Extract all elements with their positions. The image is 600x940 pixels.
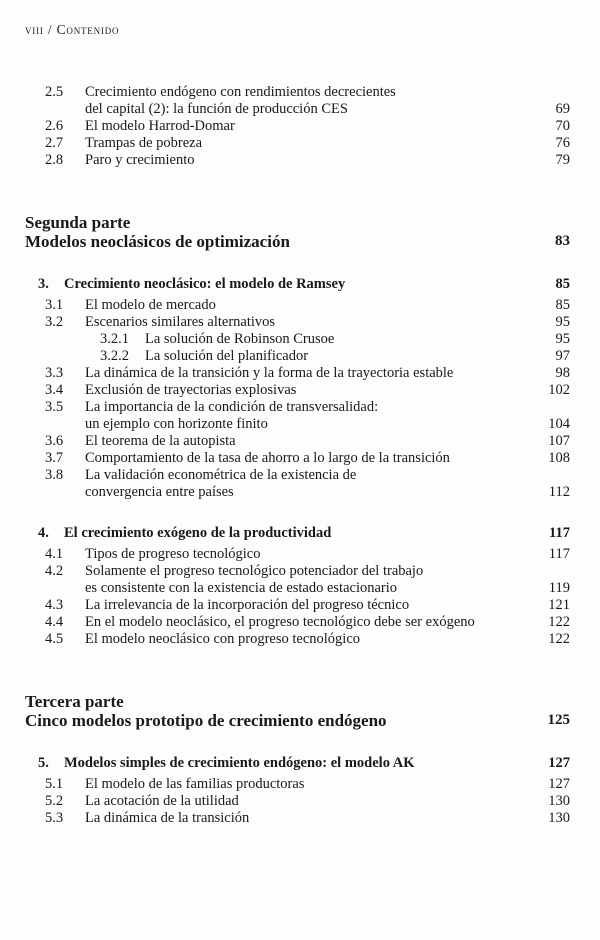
entry-number: 5.3 <box>45 810 64 826</box>
entry-number: 3.1 <box>45 297 64 313</box>
page-number: 119 <box>548 580 570 596</box>
text-line: El teorema de la autopista <box>85 433 236 449</box>
toc-entry <box>45 135 570 152</box>
toc-entry <box>45 450 570 467</box>
toc-entry <box>45 314 570 331</box>
toc-entry <box>45 297 570 314</box>
toc-entry <box>100 331 570 348</box>
entry-number: 3.2.2 <box>100 348 129 364</box>
page-number: 122 <box>548 614 570 630</box>
page-number: 130 <box>548 793 570 809</box>
page-number: 97 <box>555 348 570 364</box>
entry-title <box>85 450 542 467</box>
toc-entry <box>45 810 570 827</box>
entry-title <box>85 152 542 169</box>
part-title <box>25 692 542 730</box>
text-line: La acotación de la utilidad <box>85 793 239 809</box>
entry-number: 2.8 <box>45 152 64 168</box>
entry-title <box>145 331 542 348</box>
toc-part-heading <box>25 692 570 730</box>
entry-title <box>85 84 542 118</box>
page-number: 85 <box>555 297 570 313</box>
entry-number: 4.2 <box>45 563 64 579</box>
page-number: 69 <box>555 101 570 117</box>
text-line: Crecimiento endógeno con rendimientos decrecientes <box>85 84 396 100</box>
toc-entry <box>38 525 570 542</box>
entry-number: 3.5 <box>45 399 64 415</box>
text-line: El modelo de mercado <box>85 297 216 313</box>
entry-number: 3.3 <box>45 365 64 381</box>
entry-title <box>85 546 542 563</box>
entry-title <box>85 631 542 648</box>
text-line: La solución del planificador <box>145 348 309 364</box>
text-line: convergencia entre países <box>85 484 234 500</box>
entry-title <box>85 297 542 314</box>
text-line: Escenarios similares alternativos <box>85 314 276 330</box>
entry-title <box>85 382 542 399</box>
entry-title <box>85 365 542 382</box>
entry-number: 3.6 <box>45 433 64 449</box>
toc-entry <box>45 152 570 169</box>
entry-number: 3.2 <box>45 314 64 330</box>
folio-number: viii <box>25 22 44 37</box>
text-line: El modelo Harrod-Domar <box>85 118 235 134</box>
toc-entry <box>45 563 570 597</box>
page-number: 76 <box>555 135 570 151</box>
toc-entry <box>45 365 570 382</box>
entry-number: 2.7 <box>45 135 64 151</box>
text-line: La importancia de la condición de transversalidad: <box>85 399 379 415</box>
text-line: Modelos simples de crecimiento endógeno: el modelo AK <box>64 755 415 771</box>
entry-number: 3. <box>38 276 49 292</box>
text-line: Cinco modelos prototipo de crecimiento endógeno <box>25 711 387 730</box>
entry-number: 2.6 <box>45 118 64 134</box>
entry-number: 5.2 <box>45 793 64 809</box>
entry-title <box>85 135 542 152</box>
toc-entry <box>45 467 570 501</box>
entry-title <box>85 597 542 614</box>
text-line: Tercera parte <box>25 692 124 711</box>
page-number: 121 <box>548 597 570 613</box>
text-line: Trampas de pobreza <box>85 135 203 151</box>
text-line: Comportamiento de la tasa de ahorro a lo largo de la transición <box>85 450 450 466</box>
toc-entry <box>45 793 570 810</box>
page-number: 127 <box>548 776 570 792</box>
page-number: 125 <box>547 712 570 728</box>
entry-number: 3.7 <box>45 450 64 466</box>
toc-entry <box>45 776 570 793</box>
text-line: La dinámica de la transición y la forma de la trayectoria estable <box>85 365 454 381</box>
toc-entry <box>45 631 570 648</box>
text-line: La irrelevancia de la incorporación del progreso técnico <box>85 597 410 613</box>
toc-entry <box>100 348 570 365</box>
entry-title <box>85 793 542 810</box>
entry-number: 3.4 <box>45 382 64 398</box>
page-number: 107 <box>548 433 570 449</box>
toc-entry <box>38 755 570 772</box>
text-line: El modelo de las familias productoras <box>85 776 305 792</box>
header-separator: / <box>43 22 57 37</box>
page-header <box>25 22 570 38</box>
page-number: 83 <box>555 233 570 249</box>
page-number: 95 <box>555 314 570 330</box>
toc-entry <box>45 546 570 563</box>
text-line: es consistente con la existencia de estado estacionario <box>85 580 398 596</box>
entry-title <box>85 314 542 331</box>
entry-number: 5. <box>38 755 49 771</box>
toc-entry <box>45 433 570 450</box>
entry-number: 5.1 <box>45 776 64 792</box>
page-number: 122 <box>548 631 570 647</box>
page-number: 112 <box>548 484 570 500</box>
text-line: un ejemplo con horizonte finito <box>85 416 268 432</box>
entry-title <box>64 276 542 293</box>
page-number: 70 <box>555 118 570 134</box>
entry-number: 3.8 <box>45 467 64 483</box>
text-line: El modelo neoclásico con progreso tecnológico <box>85 631 361 647</box>
text-line: Paro y crecimiento <box>85 152 195 168</box>
running-title: Contenido <box>56 22 120 37</box>
toc-list <box>25 84 570 827</box>
entry-number: 4.4 <box>45 614 64 630</box>
text-line: Exclusión de trayectorias explosivas <box>85 382 297 398</box>
text-line: La validación econométrica de la existencia de <box>85 467 357 483</box>
entry-title <box>85 433 542 450</box>
page-number: 95 <box>555 331 570 347</box>
page-number: 104 <box>548 416 570 432</box>
entry-title <box>85 467 542 501</box>
entry-number: 4. <box>38 525 49 541</box>
text-line: Modelos neoclásicos de optimización <box>25 232 290 251</box>
entry-title <box>85 614 542 631</box>
text-line: La solución de Robinson Crusoe <box>145 331 335 347</box>
page-number: 117 <box>548 546 570 562</box>
toc-entry <box>45 84 570 118</box>
text-line: Solamente el progreso tecnológico potenciador del trabajo <box>85 563 424 579</box>
entry-title <box>85 810 542 827</box>
toc-entry <box>45 118 570 135</box>
entry-title <box>85 776 542 793</box>
entry-title <box>64 525 542 542</box>
text-line: Tipos de progreso tecnológico <box>85 546 261 562</box>
entry-title <box>85 118 542 135</box>
entry-number: 4.1 <box>45 546 64 562</box>
page-number: 102 <box>548 382 570 398</box>
entry-title <box>64 755 542 772</box>
page-number: 127 <box>548 755 570 771</box>
part-title <box>25 213 542 251</box>
toc-entry <box>45 597 570 614</box>
entry-number: 3.2.1 <box>100 331 129 347</box>
entry-title <box>85 563 542 597</box>
text-line: Segunda parte <box>25 213 131 232</box>
entry-number: 4.5 <box>45 631 64 647</box>
page-number: 108 <box>548 450 570 466</box>
toc-entry <box>45 382 570 399</box>
text-line: El crecimiento exógeno de la productividad <box>64 525 332 541</box>
text-line: En el modelo neoclásico, el progreso tecnológico debe ser exógeno <box>85 614 475 630</box>
page-number: 130 <box>548 810 570 826</box>
entry-number: 4.3 <box>45 597 64 613</box>
toc-part-heading <box>25 213 570 251</box>
page-number: 85 <box>555 276 570 292</box>
page-number: 117 <box>549 525 570 541</box>
toc-entry <box>45 614 570 631</box>
entry-title <box>145 348 542 365</box>
page-number: 79 <box>555 152 570 168</box>
text-line: del capital (2): la función de producción CES <box>85 101 348 117</box>
text-line: Crecimiento neoclásico: el modelo de Ramsey <box>64 276 346 292</box>
entry-number: 2.5 <box>45 84 64 100</box>
toc-entry <box>45 399 570 433</box>
toc-entry <box>38 276 570 293</box>
entry-title <box>85 399 542 433</box>
text-line: La dinámica de la transición <box>85 810 250 826</box>
page-number: 98 <box>555 365 570 381</box>
